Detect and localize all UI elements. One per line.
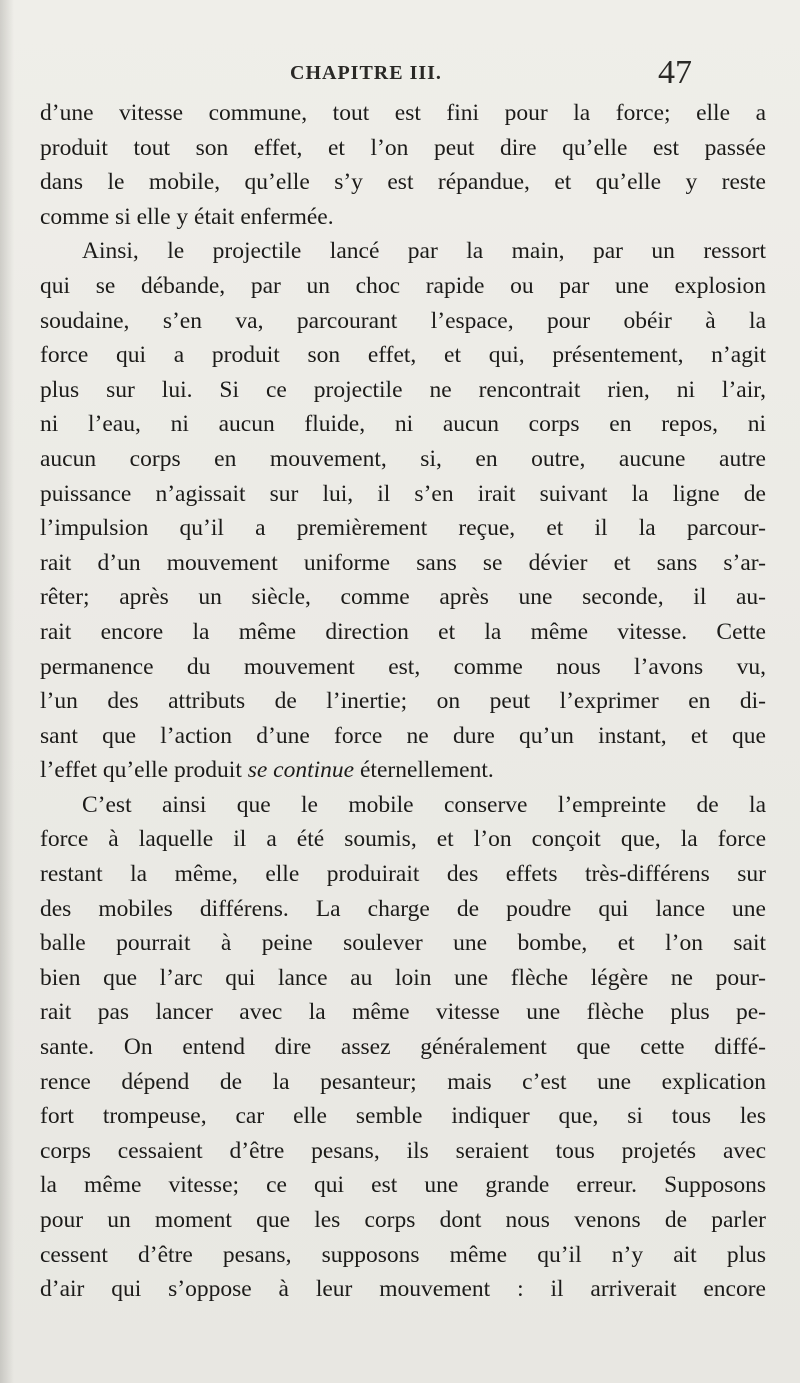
text-line: permanence du mouvement est, comme nous l’avons vu,: [40, 653, 766, 680]
text-line: ni l’eau, ni aucun fluide, ni aucun corps en repos, ni: [40, 411, 766, 438]
italic-phrase: se continue: [247, 757, 355, 784]
text-line: force qui a produit son effet, et qui, présentement, n’agit: [40, 342, 766, 369]
text-line: rait encore la même direction et la même vitesse. Cette: [40, 618, 766, 645]
text-line: fort trompeuse, car elle semble indiquer que, si tous les: [40, 1103, 766, 1130]
text-line: cessent d’être pesans, supposons même qu’il n’y ait plus: [40, 1241, 766, 1268]
page-number: 47: [658, 54, 692, 91]
text-line: sant que l’action d’une force ne dure qu’un instant, et que: [40, 722, 766, 749]
text-line: l’impulsion qu’il a premièrement reçue, et il la parcour-: [40, 515, 766, 542]
text-line: rait d’un mouvement uniforme sans se dévier et sans s’ar-: [40, 549, 766, 576]
text-line: force à laquelle il a été soumis, et l’on conçoit que, la force: [40, 826, 766, 853]
page-header: [0, 54, 800, 98]
text-line: rait pas lancer avec la même vitesse une flèche plus pe-: [40, 999, 766, 1026]
text-line: d’une vitesse commune, tout est fini pour la force; elle a: [40, 100, 766, 126]
text-line: corps cessaient d’être pesans, ils seraient tous projetés avec: [40, 1137, 766, 1164]
text-line: comme si elle y était enfermée.: [40, 203, 334, 230]
text-line: sante. On entend dire assez généralement que cette diffé-: [40, 1034, 766, 1061]
text-line: rêter; après un siècle, comme après une seconde, il au-: [40, 584, 766, 611]
text-line: puissance n’agissait sur lui, il s’en irait suivant la ligne de: [40, 480, 766, 507]
text-line: l’effet qu’elle produit se continue éternellement.: [40, 757, 494, 784]
text-line: d’air qui s’oppose à leur mouvement : il arriverait encore: [40, 1276, 766, 1303]
text-line: balle pourrait à peine soulever une bombe, et l’on sait: [40, 930, 766, 957]
text-line: soudaine, s’en va, parcourant l’espace, pour obéir à la: [40, 307, 766, 334]
text-line: restant la même, elle produirait des effets très-différens sur: [40, 861, 766, 888]
text-line: C’est ainsi que le mobile conserve l’empreinte de la: [82, 791, 766, 818]
text-line: la même vitesse; ce qui est une grande erreur. Supposons: [40, 1172, 766, 1199]
text-line: des mobiles différens. La charge de poudre qui lance une: [40, 895, 766, 922]
text-line: bien que l’arc qui lance au loin une flèche légère ne pour-: [40, 964, 766, 991]
text-line: plus sur lui. Si ce projectile ne rencontrait rien, ni l’air,: [40, 376, 766, 403]
text-line: rence dépend de la pesanteur; mais c’est une explication: [40, 1068, 766, 1095]
page-edge-shadow: [0, 0, 14, 1383]
text-line: dans le mobile, qu’elle s’y est répandue, et qu’elle y reste: [40, 169, 766, 196]
text-line: l’un des attributs de l’inertie; on peut l’exprimer en di-: [40, 688, 766, 715]
text-line: Ainsi, le projectile lancé par la main, par un ressort: [82, 238, 766, 265]
running-title: CHAPITRE III.: [290, 62, 442, 84]
text-line: qui se débande, par un choc rapide ou par une explosion: [40, 272, 766, 299]
body-text: [40, 96, 766, 1307]
text-line: produit tout son effet, et l’on peut dire qu’elle est passée: [40, 134, 766, 161]
text-line: aucun corps en mouvement, si, en outre, aucune autre: [40, 445, 766, 472]
text-line: pour un moment que les corps dont nous venons de parler: [40, 1207, 766, 1233]
